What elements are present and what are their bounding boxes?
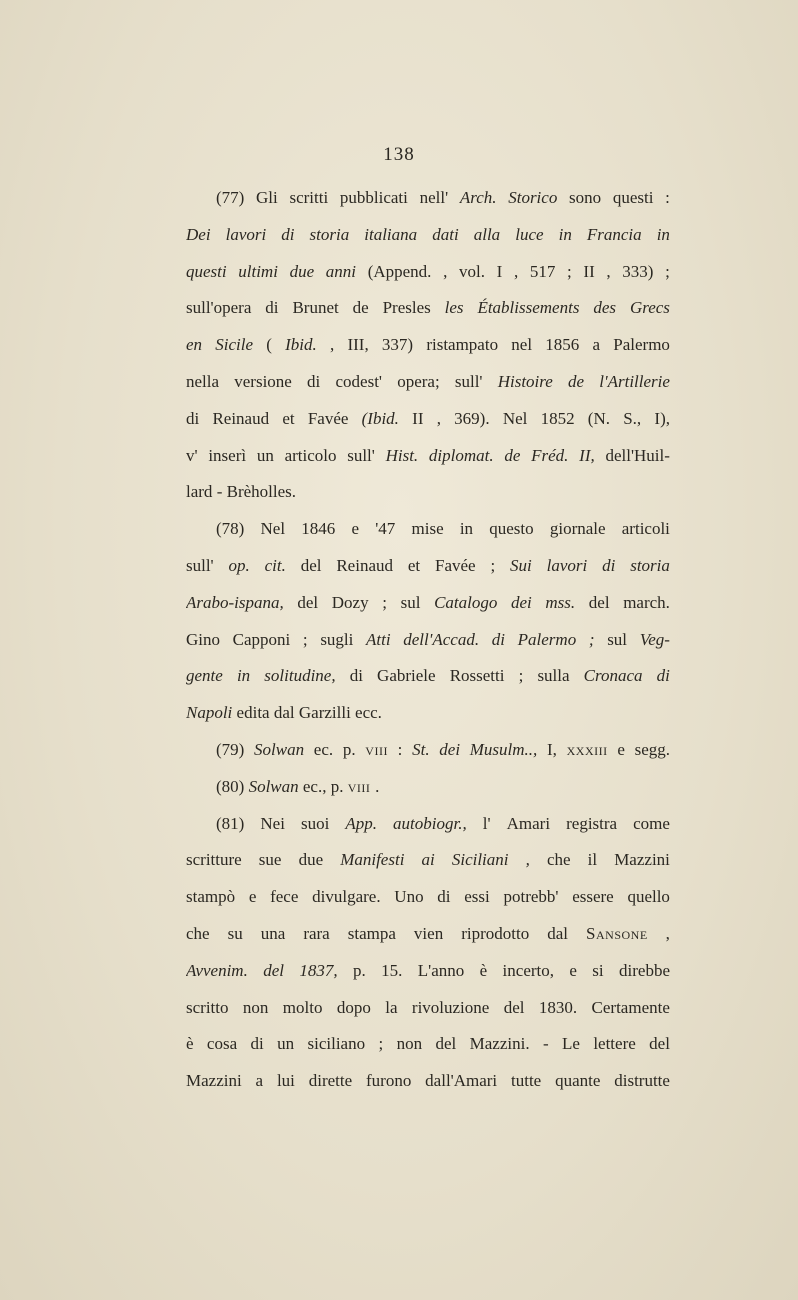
text-word: storia [309,224,350,244]
text-word: Presles [382,298,431,318]
text-word: Mazzini [614,850,670,870]
text-word: xxxiii [566,739,608,759]
text-word: lavori [225,224,267,244]
text-word: Fréd. [531,445,569,465]
text-word: - [542,1034,549,1054]
text-word: Nei [260,813,285,833]
text-line [186,511,670,548]
text-word: Gino [186,629,220,649]
text-word: vien [413,923,444,943]
text-word: di [281,224,295,244]
text-word: del [435,1034,457,1054]
text-word: alla [473,224,501,244]
text-word: Rossetti [449,666,505,686]
text-word: (80) [216,776,249,796]
text-word: essere [572,887,614,907]
text-word: dell'Huil- [605,445,670,465]
text-word: 1846 [301,519,336,539]
text-word: ; [567,261,572,281]
text-word: autobiogr., [393,813,467,833]
text-line [186,953,670,990]
text-word: dopo [336,997,371,1017]
text-word: II, [579,445,595,465]
text-word: che [546,850,571,870]
text-word: Nel [260,519,286,539]
text-word: op. [228,555,250,575]
text-word: ; [518,666,524,686]
text-word: nell' [419,188,449,207]
text-word: ( [266,335,272,355]
text-word: del [297,592,319,612]
text-line [186,548,670,585]
text-word: anni [325,261,357,281]
text-word: Capponi [232,629,291,649]
text-word: questo [489,519,534,539]
text-line [186,732,670,769]
text-word: registra [566,813,618,833]
text-word: Ibid. [285,335,317,355]
text-word: edita [236,703,274,723]
text-word: Arabo-ispana, [186,592,284,612]
text-word: Histoire [497,371,553,391]
text-word: è [186,1034,194,1054]
text-word: (N. [587,408,610,428]
text-word: Établissements [477,298,580,318]
text-word: di [437,887,451,907]
text-word: dall'Amari [425,1071,498,1091]
text-word: di [656,666,670,686]
text-word: , [513,261,519,281]
text-word: ec., [302,776,331,796]
text-word: sull' [454,371,483,391]
text-word: l'Artillerie [599,371,670,391]
text-word: sul [607,629,628,649]
text-word: dell'Accad. [403,629,480,649]
text-word: sue [258,850,282,870]
text-line [186,658,670,695]
text-word: scritti [289,188,329,207]
text-word: Storico [508,188,558,207]
text-line [186,1063,670,1100]
text-word: viii [347,776,376,796]
text-line [186,364,670,401]
text-word: (79) [216,739,245,759]
text-word: in [558,224,572,244]
text-word: non [242,997,269,1017]
text-word: Arch. [459,188,497,207]
text-line [186,916,670,953]
text-word: sull'opera [186,298,252,318]
text-word: quante [555,1071,601,1091]
text-word: l' [482,813,491,833]
text-word: viii [365,739,388,759]
text-word: di [265,298,279,318]
footnotes-text [186,180,670,1100]
text-word: dirette [308,1071,353,1091]
text-word: Brunet [292,298,339,318]
text-word: Mazzini. [469,1034,530,1054]
text-word: Solwan [254,739,305,759]
text-line [186,290,670,327]
text-word: I, [547,739,557,759]
text-word: , [330,335,335,355]
text-word: (Ibid. [361,408,399,428]
text-word: Avvenim. [186,960,248,980]
text-word: gente [186,666,223,686]
text-word: si [592,960,604,980]
text-word: lard [186,482,217,502]
text-word: nella [186,371,220,391]
text-word: dati [432,224,459,244]
text-word: di [186,408,200,428]
text-word: : [665,188,670,207]
text-word: Garzilli [298,703,356,723]
text-word: , [665,923,670,943]
text-word: sono [569,188,602,207]
text-word: sull' [186,555,214,575]
text-word: diplomat. [428,445,494,465]
text-word: ; [382,592,387,612]
text-word: del [263,960,284,980]
text-word: è [479,960,488,980]
text-word: Cronaca [583,666,643,686]
text-word: 1856 [545,335,580,355]
text-word: en [186,335,203,355]
text-line [186,622,670,659]
text-word: 1837, [299,960,338,980]
text-line [186,585,670,622]
text-word: rara [303,923,330,943]
text-word: . [375,776,380,796]
text-word: segg. [634,739,670,759]
text-word: sul [400,592,421,612]
text-word: Atti [366,629,391,649]
text-word: Mazzini [186,1071,242,1091]
text-word: Grecs [629,298,670,318]
text-word: lettere [593,1034,636,1054]
text-word: suoi [300,813,330,833]
text-word: in [656,224,670,244]
text-word: S., [623,408,642,428]
text-word: Manifesti [340,850,405,870]
text-word: in [459,519,474,539]
text-word: non [396,1034,423,1054]
text-word: ; [302,629,308,649]
text-word: del [588,592,610,612]
text-word: Gabriele [377,666,436,686]
text-word: Brèholles. [226,482,297,502]
text-word: ; [665,261,670,281]
text-word: dal [547,923,569,943]
text-word: due [289,261,315,281]
text-word: (81) [216,813,245,833]
text-line [186,990,670,1027]
text-word: siciliano [307,1034,366,1054]
text-word: lui [276,1071,295,1091]
text-word: di [250,1034,264,1054]
text-word: e [569,960,577,980]
text-word: dei [510,592,532,612]
text-word: Solwan [248,776,303,796]
text-word: L'anno [417,960,465,980]
text-line [186,879,670,916]
text-word: , [525,850,530,870]
text-word: solitudine, [264,666,336,686]
text-word: Uno [394,887,424,907]
text-word: Catalogo [434,592,498,612]
text-word: sulla [537,666,570,686]
text-word: questi [612,188,654,207]
text-word: una [260,923,286,943]
text-line [186,438,670,475]
text-word: ristampato [426,335,499,355]
text-word: - [216,482,227,502]
text-word: lavori [546,555,588,575]
text-word: Veg- [639,629,670,649]
text-word: ai [421,850,435,870]
text-word: e [351,519,360,539]
text-word: nel [511,335,533,355]
text-word: de [568,371,585,391]
text-word: Reinaud [212,408,270,428]
text-word: italiana [364,224,418,244]
text-word: cosa [206,1034,238,1054]
text-word: Dozy [331,592,369,612]
text-word: furono [366,1071,412,1091]
text-word: incerto, [502,960,554,980]
text-word: Gli [256,188,278,207]
text-word: , [436,408,441,428]
text-word: sugli [320,629,354,649]
text-word: Favée [307,408,349,428]
text-word: 517 [529,261,556,281]
text-word: Francia [586,224,642,244]
text-word: pubblicati [339,188,408,207]
text-word: la [385,997,398,1017]
text-word: Sui [510,555,532,575]
text-line [186,695,670,732]
text-word: quello [627,887,670,907]
text-word: dei [439,739,461,759]
text-line [186,769,670,806]
text-word: potrebb' [503,887,559,907]
text-word: (Append. [367,261,432,281]
text-word: il [587,850,598,870]
text-line [186,1026,670,1063]
text-word: direbbe [619,960,670,980]
text-word: Nel [502,408,528,428]
text-line [186,254,670,291]
text-word: che [186,923,210,943]
text-word: Reinaud [336,555,393,575]
text-word: 15. [381,960,403,980]
text-line [186,180,670,217]
text-line [186,474,670,511]
text-word: su [227,923,243,943]
text-word: stampa [347,923,396,943]
text-word: App. [345,813,377,833]
text-word: II [583,261,595,281]
text-word: essi [464,887,490,907]
text-word: (78) [216,519,245,539]
text-word: a [592,335,601,355]
page-number: 138 [383,144,415,165]
text-word: e [248,887,257,907]
text-word: p. [342,739,356,759]
text-line [186,842,670,879]
text-line [186,217,670,254]
text-word: come [633,813,670,833]
text-word: di [491,629,505,649]
text-word: molto [282,997,323,1017]
text-word: I [496,261,503,281]
text-word: Sicile [215,335,254,355]
text-word: , [606,261,611,281]
text-word: un [256,445,274,465]
text-word: Sansone [586,923,648,943]
text-word: p. [353,960,366,980]
text-word: ultimi [238,261,278,281]
text-word: I), [654,408,670,428]
text-word: Amari [506,813,551,833]
text-line [186,327,670,364]
text-word: di [349,666,363,686]
text-word: Dei [186,224,211,244]
text-word: St. [412,739,430,759]
text-word: luce [515,224,544,244]
text-word: in [236,666,251,686]
text-word: codest' [335,371,382,391]
text-word: et [282,408,295,428]
text-word: dal [273,703,299,723]
text-word: des [593,298,617,318]
text-word: Favée [435,555,476,575]
text-word: ecc. [355,703,382,723]
text-word: 1852 [540,408,575,428]
text-word: rivoluzione [411,997,490,1017]
text-word: scritture [186,850,242,870]
text-word: , [443,261,448,281]
text-word: 337) [381,335,414,355]
text-word: vol. [458,261,485,281]
text-word: Certamente [591,997,670,1017]
text-word: mise [411,519,444,539]
text-word: ec. [313,739,334,759]
text-word: a [255,1071,264,1091]
text-word: versione [234,371,292,391]
text-word: distrutte [614,1071,670,1091]
text-line [186,806,670,843]
text-word: articoli [621,519,670,539]
text-word: p. [330,776,348,796]
text-word: Le [562,1034,580,1054]
text-word: un [277,1034,295,1054]
text-word: ; [378,1034,384,1054]
text-word: Palermo [517,629,577,649]
text-word: tutte [511,1071,542,1091]
text-word: riprodotto [461,923,530,943]
text-word: Musulm.., [469,739,538,759]
text-word: articolo [284,445,337,465]
text-word: giornale [549,519,606,539]
text-word: Palermo [613,335,670,355]
text-word: divulgare. [312,887,381,907]
text-word: de [504,445,521,465]
text-word: cit. [264,555,286,575]
text-word: III, [347,335,369,355]
text-word: II [412,408,424,428]
text-word: di [307,371,321,391]
text-word: fece [270,887,299,907]
text-word: ; [490,555,496,575]
text-word: storia [630,555,670,575]
text-word: e [617,739,625,759]
text-word: ; [588,629,595,649]
text-word: del [649,1034,670,1054]
text-word: de [352,298,369,318]
text-word: Siciliani [451,850,509,870]
text-word: inserì [208,445,247,465]
text-word: 1830. [538,997,578,1017]
text-word: 369). [454,408,490,428]
text-word: '47 [375,519,396,539]
text-word: (77) [216,188,245,207]
text-word: sull' [347,445,375,465]
text-word: del [503,997,525,1017]
text-word: 333) [622,261,654,281]
text-word: les [444,298,464,318]
text-word: due [298,850,324,870]
text-word: di [602,555,616,575]
text-word: Hist. [385,445,419,465]
text-word: mss. [545,592,576,612]
text-word: scritto [186,997,229,1017]
text-word: stampò [186,887,236,907]
text-line [186,401,670,438]
text-word: opera; [397,371,440,391]
text-word: del [300,555,322,575]
text-word: Napoli [186,703,237,723]
text-word: : [397,739,403,759]
text-word: questi [186,261,227,281]
text-word: v' [186,445,198,465]
text-word: march. [623,592,670,612]
text-word: et [407,555,421,575]
